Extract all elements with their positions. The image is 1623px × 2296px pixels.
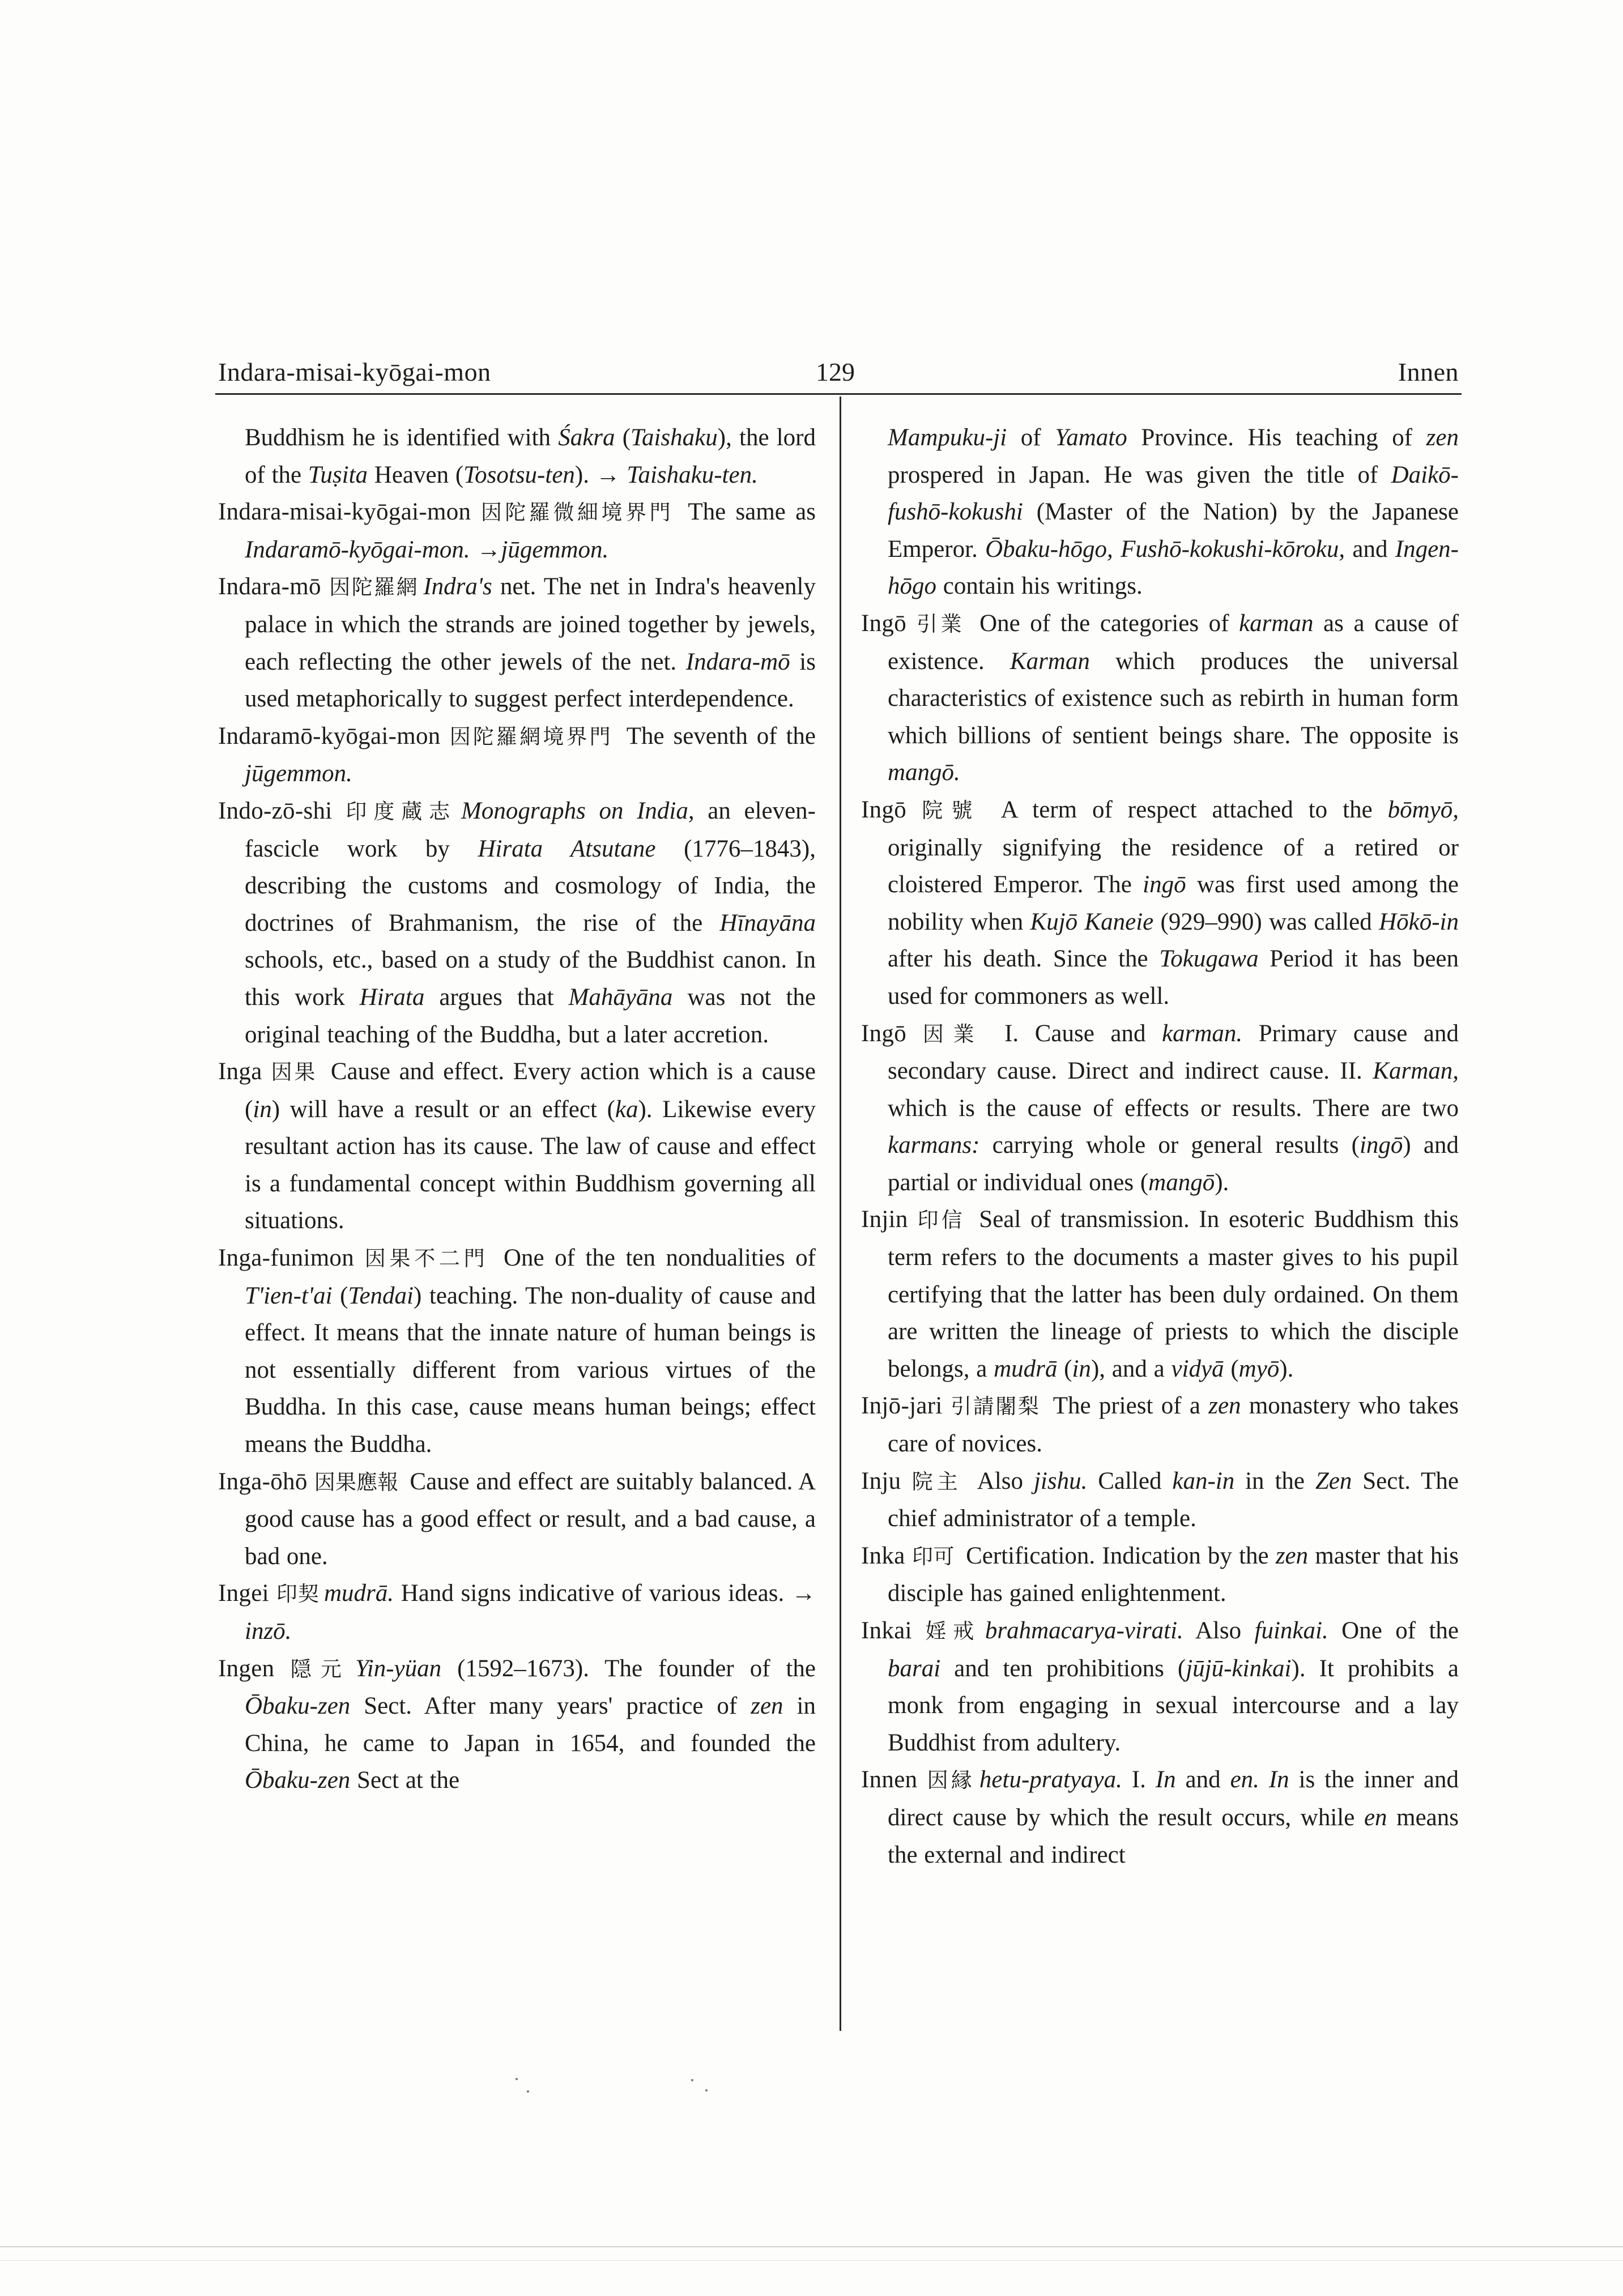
kanji-term: 印契 <box>275 1582 320 1607</box>
definition-text: The priest of a <box>1045 1392 1209 1420</box>
definition-text: Cause and effect. Every action which is a cause ( <box>245 1058 816 1123</box>
definition-text: → <box>470 536 501 563</box>
headword: Inka <box>861 1542 905 1569</box>
definition-text: in China, he came to Japan in 1654, and founded the <box>245 1693 816 1757</box>
definition-text: Province. His teaching of <box>1127 424 1426 451</box>
italic-term: bōmyō, <box>1387 796 1459 823</box>
headword: Inga <box>218 1058 262 1085</box>
definition-text: master that his disciple has gained enlightenment. <box>888 1542 1459 1607</box>
headword: Inga-ōhō <box>218 1468 308 1495</box>
definition-text: Period it has been used for commoners as well. <box>888 945 1459 1009</box>
definition-text: One of the <box>1328 1617 1459 1644</box>
dictionary-entry <box>861 1015 1459 1202</box>
italic-term: Indra's <box>423 573 492 600</box>
kanji-term: 婬戒 <box>918 1619 981 1643</box>
italic-term: Hōkō-in <box>1379 908 1459 935</box>
headword: Indo-zō-shi <box>218 797 333 824</box>
italic-term: Karman <box>1009 648 1090 675</box>
italic-term: jūgemmon. <box>245 760 352 787</box>
definition-text: of <box>1007 424 1055 451</box>
italic-term: Daikō-fushō-kokushi <box>888 461 1459 526</box>
italic-term: zen <box>751 1693 783 1720</box>
headword: Inkai <box>861 1617 912 1644</box>
kanji-term: 引業 <box>913 611 965 636</box>
italic-term: T'ien-t'ai <box>245 1282 333 1309</box>
definition-text: (929–990) was called <box>1153 908 1379 935</box>
definition-text: ) teaching. The non-duality of cause and effect. It means that the innate nature of human beings is not essentially different from various virtues of the Buddha. In this case, cause means human beings; effect means the Buddha. <box>245 1282 816 1458</box>
italic-term: mudrā <box>994 1355 1058 1382</box>
italic-term: Hirata Atsutane <box>478 835 656 862</box>
italic-term: ingō <box>1143 871 1186 898</box>
dictionary-entry <box>218 793 816 1053</box>
definition-text: and <box>1175 1766 1230 1794</box>
italic-term: Śakra <box>558 424 615 451</box>
italic-term: zen <box>1275 1542 1309 1569</box>
dictionary-entry <box>218 568 816 717</box>
definition-text: (1592–1673). The founder of the <box>441 1655 816 1682</box>
italic-term: zen <box>1208 1392 1241 1420</box>
left-column <box>218 419 816 1799</box>
kanji-term: 因陀羅網境界門 <box>447 724 613 749</box>
dictionary-entry <box>861 1463 1459 1537</box>
dictionary-entry <box>218 1239 816 1463</box>
continued-entry <box>861 419 1459 605</box>
definition-text: and ten prohibitions ( <box>940 1655 1186 1682</box>
italic-term: jishu. <box>1033 1467 1088 1494</box>
page-number: 129 <box>816 357 855 386</box>
italic-term: barai <box>888 1655 941 1682</box>
definition-text: The same as <box>678 499 816 526</box>
definition-text: which produces the universal characteristics of existence such as rebirth in human form which billions of sentient beings share. The opposite is <box>888 648 1459 749</box>
definition-text: means the external and indirect <box>888 1804 1459 1868</box>
italic-term: Monographs on India, <box>461 797 695 824</box>
definition-text: is used metaphorically to suggest perfect interdependence. <box>245 648 816 713</box>
kanji-term: 因陀羅微細境界門 <box>478 500 674 525</box>
definition-text: in the <box>1234 1467 1315 1494</box>
definition-text: was not the original teaching of the Buddha, but a later accretion. <box>245 983 816 1048</box>
italic-term: kan-in <box>1172 1467 1235 1494</box>
italic-term: Hīnayāna <box>719 909 816 936</box>
definition-text: Primary cause and secondary cause. Direct and indirect cause. II. <box>888 1020 1459 1085</box>
definition-text: was first used among the nobility when <box>888 871 1459 935</box>
kanji-term: 印信 <box>914 1208 965 1233</box>
kanji-term: 印度蔵志 <box>339 799 457 824</box>
kanji-term: 因業 <box>913 1021 984 1046</box>
definition-text: (Master of the Nation) by the Japanese Emperor. <box>888 499 1459 563</box>
italic-term: Tendai <box>348 1282 414 1309</box>
continued-entry <box>218 419 816 493</box>
scan-specks <box>510 2073 736 2107</box>
definition-text: ). → <box>574 461 627 488</box>
column-divider <box>840 397 841 2031</box>
kanji-term: 因陀羅網 <box>327 575 419 600</box>
definition-text: argues that <box>424 983 569 1011</box>
italic-term: ka <box>615 1096 638 1123</box>
kanji-term: 院號 <box>913 798 981 823</box>
italic-term: ingō <box>1359 1132 1403 1159</box>
dictionary-entry <box>861 1612 1459 1761</box>
headword: Innen <box>861 1766 918 1794</box>
definition-text: A term of respect attached to the <box>985 796 1388 823</box>
definition-text: Cause and effect are suitably balanced. A good cause has a good effect or result, and a bad cause, a bad one. <box>245 1468 816 1570</box>
headword: Ingō <box>861 796 907 823</box>
definition-text: net. The net in Indra's heavenly palace in which the strands are joined together by jewels, each reflecting the other jewels of the net. <box>245 573 816 675</box>
headword: Indara-mō <box>218 573 321 600</box>
dictionary-entry <box>218 1053 816 1239</box>
definition-text: ). <box>1279 1355 1294 1382</box>
definition-text: Also <box>1183 1617 1255 1644</box>
definition-text: One of the ten nondualities of <box>493 1245 816 1272</box>
definition-text: ( <box>332 1282 348 1309</box>
definition-text: is the inner and direct cause by which the result occurs, while <box>888 1766 1459 1831</box>
kanji-term: 因縁 <box>924 1768 975 1793</box>
italic-term: Taishaku <box>631 424 718 451</box>
italic-term: myō <box>1238 1355 1280 1382</box>
definition-text: an eleven-fascicle work by <box>245 797 816 862</box>
italic-term: Ōbaku-zen <box>245 1767 351 1794</box>
italic-term: zen <box>1426 424 1459 451</box>
scan-edge-line <box>0 2246 1623 2247</box>
dictionary-entry <box>861 791 1459 1015</box>
italic-term: Indaramō-kyōgai-mon. <box>245 536 470 563</box>
definition-text: Sect. After many years' practice of <box>350 1693 751 1720</box>
headword: Ingō <box>861 610 907 637</box>
italic-term: Kujō Kaneie <box>1030 908 1154 935</box>
dictionary-entry <box>218 1650 816 1799</box>
headword: Ingen <box>218 1655 275 1682</box>
dictionary-entry <box>861 1387 1459 1462</box>
italic-term: Yin-yüan <box>355 1655 442 1682</box>
italic-term: mudrā. <box>323 1580 394 1607</box>
definition-text: after his death. Since the <box>888 945 1160 973</box>
definition-text: ), the lord of the <box>245 424 816 488</box>
kanji-term: 印可 <box>911 1544 955 1569</box>
definition-text: The seventh of the <box>617 722 816 749</box>
definition-text: ). Likewise every resultant action has its cause. The law of cause and effect is a fundamental concept within Buddhism governing all situations. <box>245 1096 816 1234</box>
italic-term: In <box>1268 1766 1289 1794</box>
italic-term: karmans: <box>888 1132 980 1159</box>
definition-text: ( <box>1224 1355 1239 1382</box>
definition-text: ( <box>1057 1355 1072 1382</box>
headword: Inju <box>861 1467 901 1494</box>
headword: Indara-misai-kyōgai-mon <box>218 499 471 526</box>
scan-edge-line-faint <box>0 2260 1623 2261</box>
italic-term: Mampuku-ji <box>888 424 1007 451</box>
italic-term: vidyā <box>1171 1355 1224 1382</box>
headword: Inga-funimon <box>218 1245 355 1272</box>
definition-text: contain his writings. <box>936 573 1143 600</box>
italic-term: Zen <box>1315 1467 1352 1494</box>
headword: Injin <box>861 1206 908 1233</box>
definition-text: ( <box>615 424 631 451</box>
definition-text: ). It prohibits a monk from engaging in sexual intercourse and a lay Buddhist from adultery. <box>888 1655 1459 1756</box>
definition-text: Called <box>1087 1467 1173 1494</box>
definition-text: originally signifying the residence of a retired or cloistered Emperor. The <box>888 834 1459 898</box>
italic-term: Hirata <box>359 983 425 1011</box>
italic-term: Ōbaku-zen <box>245 1693 351 1720</box>
dictionary-entry <box>861 1537 1459 1612</box>
definition-text: I. Cause and <box>988 1020 1162 1047</box>
italic-term: fuinkai. <box>1254 1617 1328 1644</box>
kanji-term: 因果 <box>269 1060 318 1085</box>
italic-term: Tokugawa <box>1159 945 1259 973</box>
definition-text: ) will have a result or an effect ( <box>271 1096 615 1123</box>
italic-term: Mahāyāna <box>568 983 673 1011</box>
left-guide-word: Indara-misai-kyōgai-mon <box>218 357 491 386</box>
italic-term: karman <box>1239 610 1314 637</box>
italic-term: in <box>1072 1355 1091 1382</box>
italic-term: en <box>1364 1804 1387 1831</box>
italic-term: In <box>1155 1766 1176 1794</box>
italic-term: Karman, <box>1373 1058 1459 1085</box>
definition-text: as a cause of existence. <box>888 610 1459 675</box>
headword: Injō-jari <box>861 1392 943 1420</box>
italic-term: karman. <box>1162 1020 1243 1047</box>
italic-term: jūjū-kinkai <box>1186 1655 1292 1682</box>
italic-term: Taishaku-ten. <box>627 461 758 488</box>
italic-term: in <box>253 1096 272 1123</box>
definition-text: Also <box>966 1467 1034 1494</box>
definition-text: monastery who takes care of novices. <box>888 1392 1459 1458</box>
italic-term: hetu-pratyaya. <box>979 1766 1122 1794</box>
kanji-term: 院主 <box>908 1469 962 1494</box>
dictionary-entry <box>861 1761 1459 1873</box>
italic-term: brahmacarya-virati. <box>985 1617 1183 1644</box>
italic-term: Ingen-hōgo <box>888 535 1459 600</box>
dictionary-entry <box>861 1201 1459 1387</box>
definition-text: Buddhism he is identified with <box>245 424 559 451</box>
definition-text: Hand signs indicative of various ideas. → <box>393 1580 816 1607</box>
kanji-term: 隠元 <box>281 1656 351 1681</box>
italic-term: Tosotsu-ten <box>463 461 575 488</box>
definition-text: Heaven ( <box>368 461 464 488</box>
italic-term: inzō. <box>245 1618 292 1645</box>
definition-text: ), and a <box>1090 1355 1172 1382</box>
italic-term: mangō. <box>888 759 960 786</box>
dictionary-entry <box>218 493 816 568</box>
kanji-term: 因果應報 <box>314 1469 399 1494</box>
italic-term: Tuṣita <box>308 461 368 488</box>
dictionary-entry <box>218 1575 816 1650</box>
definition-text: I. <box>1122 1766 1156 1794</box>
kanji-term: 因果不二門 <box>361 1246 489 1271</box>
italic-term: en. <box>1230 1766 1259 1794</box>
dictionary-entry <box>218 718 816 793</box>
kanji-term: 引請闍梨 <box>949 1394 1041 1419</box>
italic-term: mangō <box>1148 1169 1215 1196</box>
definition-text: Certification. Indication by the <box>959 1542 1276 1569</box>
definition-text: prospered in Japan. He was given the title of <box>888 461 1391 488</box>
definition-text: and <box>1345 535 1395 563</box>
definition-text: carrying whole or general results ( <box>979 1132 1360 1159</box>
definition-text: One of the categories of <box>969 610 1239 637</box>
running-head <box>218 352 1459 392</box>
italic-term: Indara-mō <box>685 648 790 675</box>
definition-text <box>1259 1766 1269 1793</box>
definition-text: Seal of transmission. In esoteric Buddhism this term refers to the documents a master gives to his pupil certifying that the latter has been duly ordained. On them are written the lineage of priests to which the disciple belongs, a <box>888 1206 1459 1382</box>
italic-term: Ōbaku-hōgo, Fushō-kokushi-kōroku, <box>985 535 1345 563</box>
right-guide-word: Innen <box>1398 357 1459 386</box>
definition-text: Sect at the <box>350 1767 460 1794</box>
header-rule <box>215 393 1462 395</box>
definition-text: (1776–1843), describing the customs and cosmology of India, the doctrines of Brahmanism, the rise of the <box>245 835 816 936</box>
dictionary-entry <box>861 605 1459 791</box>
definition-text: ) and partial or individual ones ( <box>888 1132 1459 1196</box>
definition-text: which is the cause of effects or results. There are two <box>888 1094 1459 1122</box>
italic-term: Yamato <box>1055 424 1127 451</box>
right-column <box>861 419 1459 1873</box>
headword: Indaramō-kyōgai-mon <box>218 722 441 749</box>
italic-term: jūgemmon. <box>501 536 609 563</box>
headword: Ingei <box>218 1580 269 1607</box>
definition-text: ). <box>1215 1169 1229 1196</box>
definition-text: schools, etc., based on a study of the Buddhist canon. In this work <box>245 947 816 1011</box>
headword: Ingō <box>861 1020 907 1047</box>
definition-text: Sect. The chief administrator of a temple. <box>888 1467 1459 1532</box>
dictionary-entry <box>218 1463 816 1575</box>
